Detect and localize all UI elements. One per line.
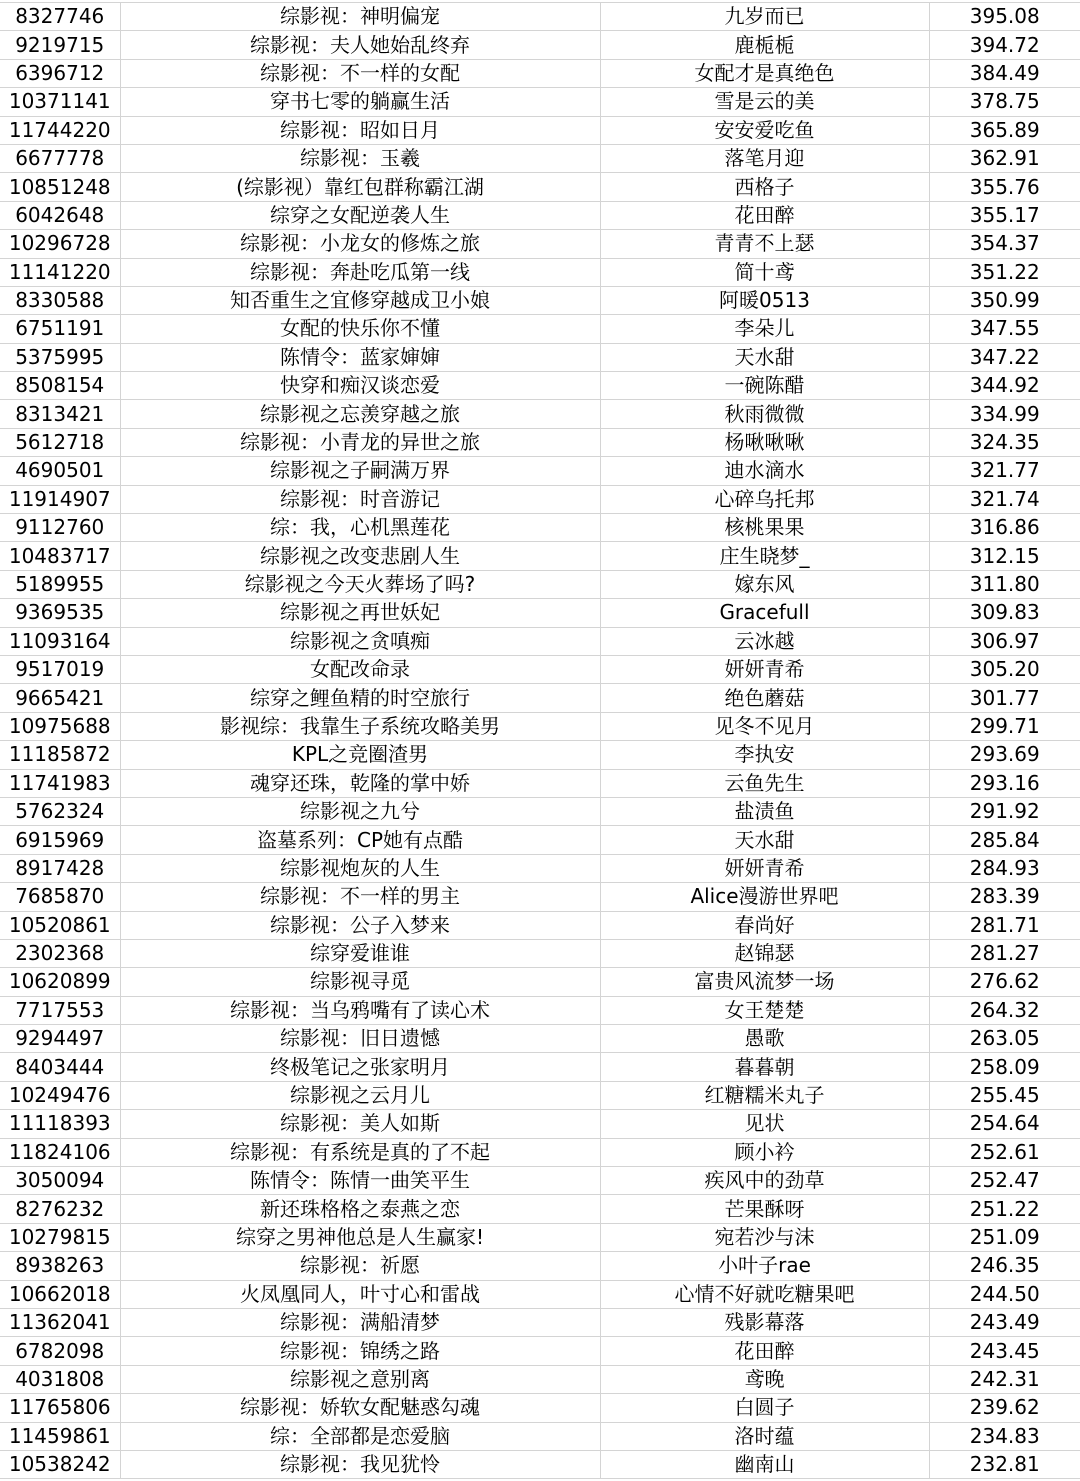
book-id-cell[interactable]: 6915969	[0, 826, 120, 854]
book-title-cell[interactable]: 综影视之云月儿	[120, 1081, 600, 1109]
book-title-cell[interactable]: 综影视之再世妖妃	[120, 599, 600, 627]
table-row	[0, 144, 1080, 172]
book-id-cell[interactable]: 2302368	[0, 939, 120, 967]
author-cell[interactable]: 红糖糯米丸子	[600, 1081, 929, 1109]
score-cell[interactable]: 242.31	[929, 1365, 1080, 1393]
score-cell[interactable]: 283.39	[929, 883, 1080, 911]
author-cell[interactable]: 富贵风流梦一场	[600, 968, 929, 996]
book-id-cell[interactable]: 5375995	[0, 343, 120, 371]
score-cell[interactable]: 362.91	[929, 144, 1080, 172]
author-cell[interactable]: 心情不好就吃糖果吧	[600, 1280, 929, 1308]
score-cell[interactable]: 293.16	[929, 769, 1080, 797]
author-cell[interactable]: Gracefull	[600, 599, 929, 627]
table-row	[0, 570, 1080, 598]
author-cell[interactable]: 盐渍鱼	[600, 797, 929, 825]
book-title-cell[interactable]: 综穿之男神他总是人生赢家!	[120, 1223, 600, 1251]
author-cell[interactable]: 安安爱吃鱼	[600, 116, 929, 144]
author-cell[interactable]: 妍妍青希	[600, 854, 929, 882]
book-title-cell[interactable]: 综影视之子嗣满万界	[120, 457, 600, 485]
book-id-cell[interactable]: 8330588	[0, 286, 120, 314]
book-id-cell[interactable]: 9665421	[0, 684, 120, 712]
book-title-cell[interactable]: 综：全部都是恋爱脑	[120, 1422, 600, 1450]
table-row	[0, 3, 1080, 31]
author-cell[interactable]: 花田醉	[600, 201, 929, 229]
table-row	[0, 343, 1080, 371]
score-cell[interactable]: 306.97	[929, 627, 1080, 655]
author-cell[interactable]: 嫁东风	[600, 570, 929, 598]
author-cell[interactable]: 顾小衿	[600, 1138, 929, 1166]
score-cell[interactable]: 251.22	[929, 1195, 1080, 1223]
book-id-cell[interactable]: 10662018	[0, 1280, 120, 1308]
score-cell[interactable]: 243.45	[929, 1337, 1080, 1365]
book-title-cell[interactable]: 综影视之今天火葬场了吗?	[120, 570, 600, 598]
book-title-cell[interactable]: 综影视寻觅	[120, 968, 600, 996]
score-cell[interactable]: 305.20	[929, 655, 1080, 683]
book-id-cell[interactable]: 6042648	[0, 201, 120, 229]
book-id-cell[interactable]: 11741983	[0, 769, 120, 797]
author-cell[interactable]: 小叶子rae	[600, 1252, 929, 1280]
book-id-cell[interactable]: 11185872	[0, 741, 120, 769]
author-cell[interactable]: 云冰越	[600, 627, 929, 655]
author-cell[interactable]: 秋雨微微	[600, 400, 929, 428]
book-id-cell[interactable]: 10620899	[0, 968, 120, 996]
table-row	[0, 230, 1080, 258]
author-cell[interactable]: 阿暖0513	[600, 286, 929, 314]
table-row	[0, 1422, 1080, 1450]
author-cell[interactable]: 心碎乌托邦	[600, 485, 929, 513]
author-cell[interactable]: 残影幕落	[600, 1308, 929, 1336]
book-id-cell[interactable]: 5189955	[0, 570, 120, 598]
score-cell[interactable]: 344.92	[929, 372, 1080, 400]
author-cell[interactable]: 迪水滴水	[600, 457, 929, 485]
book-id-cell[interactable]: 11362041	[0, 1308, 120, 1336]
author-cell[interactable]: 九岁而已	[600, 3, 929, 31]
score-cell[interactable]: 309.83	[929, 599, 1080, 627]
ranking-table	[0, 2, 1080, 1479]
author-cell[interactable]: 见冬不见月	[600, 712, 929, 740]
book-id-cell[interactable]: 6751191	[0, 315, 120, 343]
book-id-cell[interactable]: 8276232	[0, 1195, 120, 1223]
author-cell[interactable]: 鸢晚	[600, 1365, 929, 1393]
table-body	[0, 3, 1080, 1479]
author-cell[interactable]: 落笔月迎	[600, 144, 929, 172]
author-cell[interactable]: 春尚好	[600, 911, 929, 939]
table-row	[0, 59, 1080, 87]
score-cell[interactable]: 394.72	[929, 31, 1080, 59]
score-cell[interactable]: 243.49	[929, 1308, 1080, 1336]
table-row	[0, 684, 1080, 712]
author-cell[interactable]: 女王楚楚	[600, 996, 929, 1024]
score-cell[interactable]: 252.47	[929, 1167, 1080, 1195]
book-title-cell[interactable]: 综影视：小龙女的修炼之旅	[120, 230, 600, 258]
book-id-cell[interactable]: 10520861	[0, 911, 120, 939]
book-id-cell[interactable]: 10851248	[0, 173, 120, 201]
book-title-cell[interactable]: 影视综：我靠生子系统攻略美男	[120, 712, 600, 740]
book-id-cell[interactable]: 11765806	[0, 1394, 120, 1422]
author-cell[interactable]: 绝色蘑菇	[600, 684, 929, 712]
book-title-cell[interactable]: 女配改命录	[120, 655, 600, 683]
book-title-cell[interactable]: 综穿爱谁谁	[120, 939, 600, 967]
book-id-cell[interactable]: 8938263	[0, 1252, 120, 1280]
table-row	[0, 1337, 1080, 1365]
table-row	[0, 627, 1080, 655]
author-cell[interactable]: 疾风中的劲草	[600, 1167, 929, 1195]
score-cell[interactable]: 251.09	[929, 1223, 1080, 1251]
book-id-cell[interactable]: 10975688	[0, 712, 120, 740]
table-row	[0, 1025, 1080, 1053]
table-row	[0, 400, 1080, 428]
table-row	[0, 201, 1080, 229]
score-cell[interactable]: 347.55	[929, 315, 1080, 343]
book-id-cell[interactable]: 3050094	[0, 1167, 120, 1195]
book-id-cell[interactable]: 11744220	[0, 116, 120, 144]
book-title-cell[interactable]: 综影视炮灰的人生	[120, 854, 600, 882]
score-cell[interactable]: 291.92	[929, 797, 1080, 825]
score-cell[interactable]: 321.77	[929, 457, 1080, 485]
book-id-cell[interactable]: 10296728	[0, 230, 120, 258]
table-row	[0, 826, 1080, 854]
table-row	[0, 1167, 1080, 1195]
score-cell[interactable]: 312.15	[929, 542, 1080, 570]
table-row	[0, 116, 1080, 144]
book-title-cell[interactable]: 综影视：时音游记	[120, 485, 600, 513]
book-title-cell[interactable]: 快穿和痴汉谈恋爱	[120, 372, 600, 400]
book-id-cell[interactable]: 10371141	[0, 88, 120, 116]
table-row	[0, 372, 1080, 400]
table-row	[0, 1223, 1080, 1251]
book-title-cell[interactable]: 综影视：小青龙的异世之旅	[120, 428, 600, 456]
author-cell[interactable]: 天水甜	[600, 826, 929, 854]
book-title-cell[interactable]: 综影视之改变悲剧人生	[120, 542, 600, 570]
table-row	[0, 88, 1080, 116]
book-title-cell[interactable]: 终极笔记之张家明月	[120, 1053, 600, 1081]
author-cell[interactable]: 雪是云的美	[600, 88, 929, 116]
author-cell[interactable]: 芒果酥呀	[600, 1195, 929, 1223]
book-id-cell[interactable]: 4690501	[0, 457, 120, 485]
book-id-cell[interactable]: 10538242	[0, 1450, 120, 1478]
score-cell[interactable]: 347.22	[929, 343, 1080, 371]
table-row	[0, 1081, 1080, 1109]
book-id-cell[interactable]: 6396712	[0, 59, 120, 87]
book-title-cell[interactable]: 综影视之九兮	[120, 797, 600, 825]
author-cell[interactable]: 青青不上瑟	[600, 230, 929, 258]
book-title-cell[interactable]: 综影视：有系统是真的了不起	[120, 1138, 600, 1166]
author-cell[interactable]: 赵锦瑟	[600, 939, 929, 967]
book-title-cell[interactable]: 综影视：神明偏宠	[120, 3, 600, 31]
table-row	[0, 1450, 1080, 1478]
book-title-cell[interactable]: 综影视：夫人她始乱终弃	[120, 31, 600, 59]
book-title-cell[interactable]: 综影视：奔赴吃瓜第一线	[120, 258, 600, 286]
score-cell[interactable]: 246.35	[929, 1252, 1080, 1280]
score-cell[interactable]: 311.80	[929, 570, 1080, 598]
author-cell[interactable]: 愚歌	[600, 1025, 929, 1053]
table-row	[0, 1365, 1080, 1393]
table-row	[0, 1195, 1080, 1223]
author-cell[interactable]: 宛若沙与沫	[600, 1223, 929, 1251]
table-row	[0, 485, 1080, 513]
score-cell[interactable]: 334.99	[929, 400, 1080, 428]
book-title-cell[interactable]: 综影视之意别离	[120, 1365, 600, 1393]
table-row	[0, 939, 1080, 967]
table-row	[0, 1138, 1080, 1166]
score-cell[interactable]: 350.99	[929, 286, 1080, 314]
score-cell[interactable]: 355.17	[929, 201, 1080, 229]
book-id-cell[interactable]: 11914907	[0, 485, 120, 513]
score-cell[interactable]: 293.69	[929, 741, 1080, 769]
book-title-cell[interactable]: 综影视：我见犹怜	[120, 1450, 600, 1478]
author-cell[interactable]: 核桃果果	[600, 514, 929, 542]
book-id-cell[interactable]: 10249476	[0, 1081, 120, 1109]
book-title-cell[interactable]: 综影视：满船清梦	[120, 1308, 600, 1336]
author-cell[interactable]: 一碗陈醋	[600, 372, 929, 400]
book-id-cell[interactable]: 11141220	[0, 258, 120, 286]
table-row	[0, 1252, 1080, 1280]
table-row	[0, 1394, 1080, 1422]
book-title-cell[interactable]: KPL之竞圈渣男	[120, 741, 600, 769]
book-title-cell[interactable]: 知否重生之宜修穿越成卫小娘	[120, 286, 600, 314]
book-id-cell[interactable]: 9112760	[0, 514, 120, 542]
score-cell[interactable]: 321.74	[929, 485, 1080, 513]
book-id-cell[interactable]: 5762324	[0, 797, 120, 825]
book-title-cell[interactable]: 陈情令：蓝家婶婶	[120, 343, 600, 371]
table-row	[0, 1110, 1080, 1138]
book-id-cell[interactable]: 11093164	[0, 627, 120, 655]
score-cell[interactable]: 244.50	[929, 1280, 1080, 1308]
author-cell[interactable]: 女配才是真绝色	[600, 59, 929, 87]
score-cell[interactable]: 263.05	[929, 1025, 1080, 1053]
book-title-cell[interactable]: 火凤凰同人，叶寸心和雷战	[120, 1280, 600, 1308]
score-cell[interactable]: 284.93	[929, 854, 1080, 882]
score-cell[interactable]: 299.71	[929, 712, 1080, 740]
book-title-cell[interactable]: 综影视：美人如斯	[120, 1110, 600, 1138]
book-title-cell[interactable]: 综影视之忘羡穿越之旅	[120, 400, 600, 428]
book-title-cell[interactable]: 综影视：不一样的女配	[120, 59, 600, 87]
score-cell[interactable]: 365.89	[929, 116, 1080, 144]
book-title-cell[interactable]: 综影视：不一样的男主	[120, 883, 600, 911]
table-row	[0, 1053, 1080, 1081]
table-row	[0, 968, 1080, 996]
score-cell[interactable]: 281.71	[929, 911, 1080, 939]
score-cell[interactable]: 234.83	[929, 1422, 1080, 1450]
author-cell[interactable]: 西格子	[600, 173, 929, 201]
book-title-cell[interactable]: 综穿之鲤鱼精的时空旅行	[120, 684, 600, 712]
book-title-cell[interactable]: 综：我，心机黑莲花	[120, 514, 600, 542]
score-cell[interactable]: 384.49	[929, 59, 1080, 87]
book-title-cell[interactable]: 综影视：玉羲	[120, 144, 600, 172]
author-cell[interactable]: Alice漫游世界吧	[600, 883, 929, 911]
score-cell[interactable]: 355.76	[929, 173, 1080, 201]
book-id-cell[interactable]: 4031808	[0, 1365, 120, 1393]
book-title-cell[interactable]: 陈情令：陈情一曲笑平生	[120, 1167, 600, 1195]
book-id-cell[interactable]: 9369535	[0, 599, 120, 627]
book-title-cell[interactable]: 新还珠格格之泰燕之恋	[120, 1195, 600, 1223]
book-id-cell[interactable]: 7717553	[0, 996, 120, 1024]
book-title-cell[interactable]: 综影视之贪嗔痴	[120, 627, 600, 655]
author-cell[interactable]: 白圆子	[600, 1394, 929, 1422]
book-id-cell[interactable]: 9294497	[0, 1025, 120, 1053]
author-cell[interactable]: 简十鸢	[600, 258, 929, 286]
author-cell[interactable]: 李朵儿	[600, 315, 929, 343]
book-id-cell[interactable]: 8917428	[0, 854, 120, 882]
book-title-cell[interactable]: 综穿之女配逆袭人生	[120, 201, 600, 229]
author-cell[interactable]: 洛时蕴	[600, 1422, 929, 1450]
book-title-cell[interactable]: 综影视：旧日遗憾	[120, 1025, 600, 1053]
score-cell[interactable]: 301.77	[929, 684, 1080, 712]
score-cell[interactable]: 354.37	[929, 230, 1080, 258]
table-row	[0, 173, 1080, 201]
table-row	[0, 457, 1080, 485]
book-id-cell[interactable]: 8313421	[0, 400, 120, 428]
table-row	[0, 599, 1080, 627]
author-cell[interactable]: 幽南山	[600, 1450, 929, 1478]
score-cell[interactable]: 395.08	[929, 3, 1080, 31]
book-title-cell[interactable]: (综影视）靠红包群称霸江湖	[120, 173, 600, 201]
table-row	[0, 655, 1080, 683]
table-row	[0, 769, 1080, 797]
book-title-cell[interactable]: 综影视：当乌鸦嘴有了读心术	[120, 996, 600, 1024]
table-row	[0, 741, 1080, 769]
author-cell[interactable]: 庄生晓梦_	[600, 542, 929, 570]
book-id-cell[interactable]: 10279815	[0, 1223, 120, 1251]
book-title-cell[interactable]: 魂穿还珠，乾隆的掌中娇	[120, 769, 600, 797]
book-id-cell[interactable]: 5612718	[0, 428, 120, 456]
score-cell[interactable]: 258.09	[929, 1053, 1080, 1081]
score-cell[interactable]: 324.35	[929, 428, 1080, 456]
score-cell[interactable]: 254.64	[929, 1110, 1080, 1138]
table-row	[0, 1280, 1080, 1308]
table-row	[0, 514, 1080, 542]
score-cell[interactable]: 276.62	[929, 968, 1080, 996]
author-cell[interactable]: 见状	[600, 1110, 929, 1138]
book-id-cell[interactable]: 9219715	[0, 31, 120, 59]
score-cell[interactable]: 285.84	[929, 826, 1080, 854]
table-row	[0, 315, 1080, 343]
author-cell[interactable]: 云鱼先生	[600, 769, 929, 797]
author-cell[interactable]: 李执安	[600, 741, 929, 769]
table-row	[0, 883, 1080, 911]
table-row	[0, 712, 1080, 740]
table-row	[0, 31, 1080, 59]
score-cell[interactable]: 316.86	[929, 514, 1080, 542]
book-title-cell[interactable]: 盗墓系列：CP她有点酷	[120, 826, 600, 854]
score-cell[interactable]: 232.81	[929, 1450, 1080, 1478]
author-cell[interactable]: 鹿栀栀	[600, 31, 929, 59]
book-title-cell[interactable]: 综影视：祈愿	[120, 1252, 600, 1280]
book-id-cell[interactable]: 6782098	[0, 1337, 120, 1365]
table-row	[0, 854, 1080, 882]
book-id-cell[interactable]: 7685870	[0, 883, 120, 911]
book-title-cell[interactable]: 女配的快乐你不懂	[120, 315, 600, 343]
book-id-cell[interactable]: 11459861	[0, 1422, 120, 1450]
book-id-cell[interactable]: 10483717	[0, 542, 120, 570]
book-title-cell[interactable]: 综影视：公子入梦来	[120, 911, 600, 939]
table-row	[0, 797, 1080, 825]
score-cell[interactable]: 351.22	[929, 258, 1080, 286]
book-id-cell[interactable]: 8403444	[0, 1053, 120, 1081]
score-cell[interactable]: 255.45	[929, 1081, 1080, 1109]
author-cell[interactable]: 天水甜	[600, 343, 929, 371]
author-cell[interactable]: 杨啾啾啾	[600, 428, 929, 456]
book-id-cell[interactable]: 9517019	[0, 655, 120, 683]
table-row	[0, 911, 1080, 939]
book-id-cell[interactable]: 6677778	[0, 144, 120, 172]
author-cell[interactable]: 妍妍青希	[600, 655, 929, 683]
book-title-cell[interactable]: 综影视：娇软女配魅惑勾魂	[120, 1394, 600, 1422]
book-id-cell[interactable]: 11824106	[0, 1138, 120, 1166]
book-title-cell[interactable]: 综影视：锦绣之路	[120, 1337, 600, 1365]
book-title-cell[interactable]: 综影视：昭如日月	[120, 116, 600, 144]
table-row	[0, 258, 1080, 286]
score-cell[interactable]: 252.61	[929, 1138, 1080, 1166]
book-id-cell[interactable]: 11118393	[0, 1110, 120, 1138]
score-cell[interactable]: 281.27	[929, 939, 1080, 967]
author-cell[interactable]: 暮暮朝	[600, 1053, 929, 1081]
score-cell[interactable]: 239.62	[929, 1394, 1080, 1422]
table-row	[0, 286, 1080, 314]
book-title-cell[interactable]: 穿书七零的躺赢生活	[120, 88, 600, 116]
book-id-cell[interactable]: 8327746	[0, 3, 120, 31]
table-row	[0, 542, 1080, 570]
score-cell[interactable]: 378.75	[929, 88, 1080, 116]
table-row	[0, 996, 1080, 1024]
book-id-cell[interactable]: 8508154	[0, 372, 120, 400]
author-cell[interactable]: 花田醉	[600, 1337, 929, 1365]
table-row	[0, 1308, 1080, 1336]
score-cell[interactable]: 264.32	[929, 996, 1080, 1024]
table-row	[0, 428, 1080, 456]
